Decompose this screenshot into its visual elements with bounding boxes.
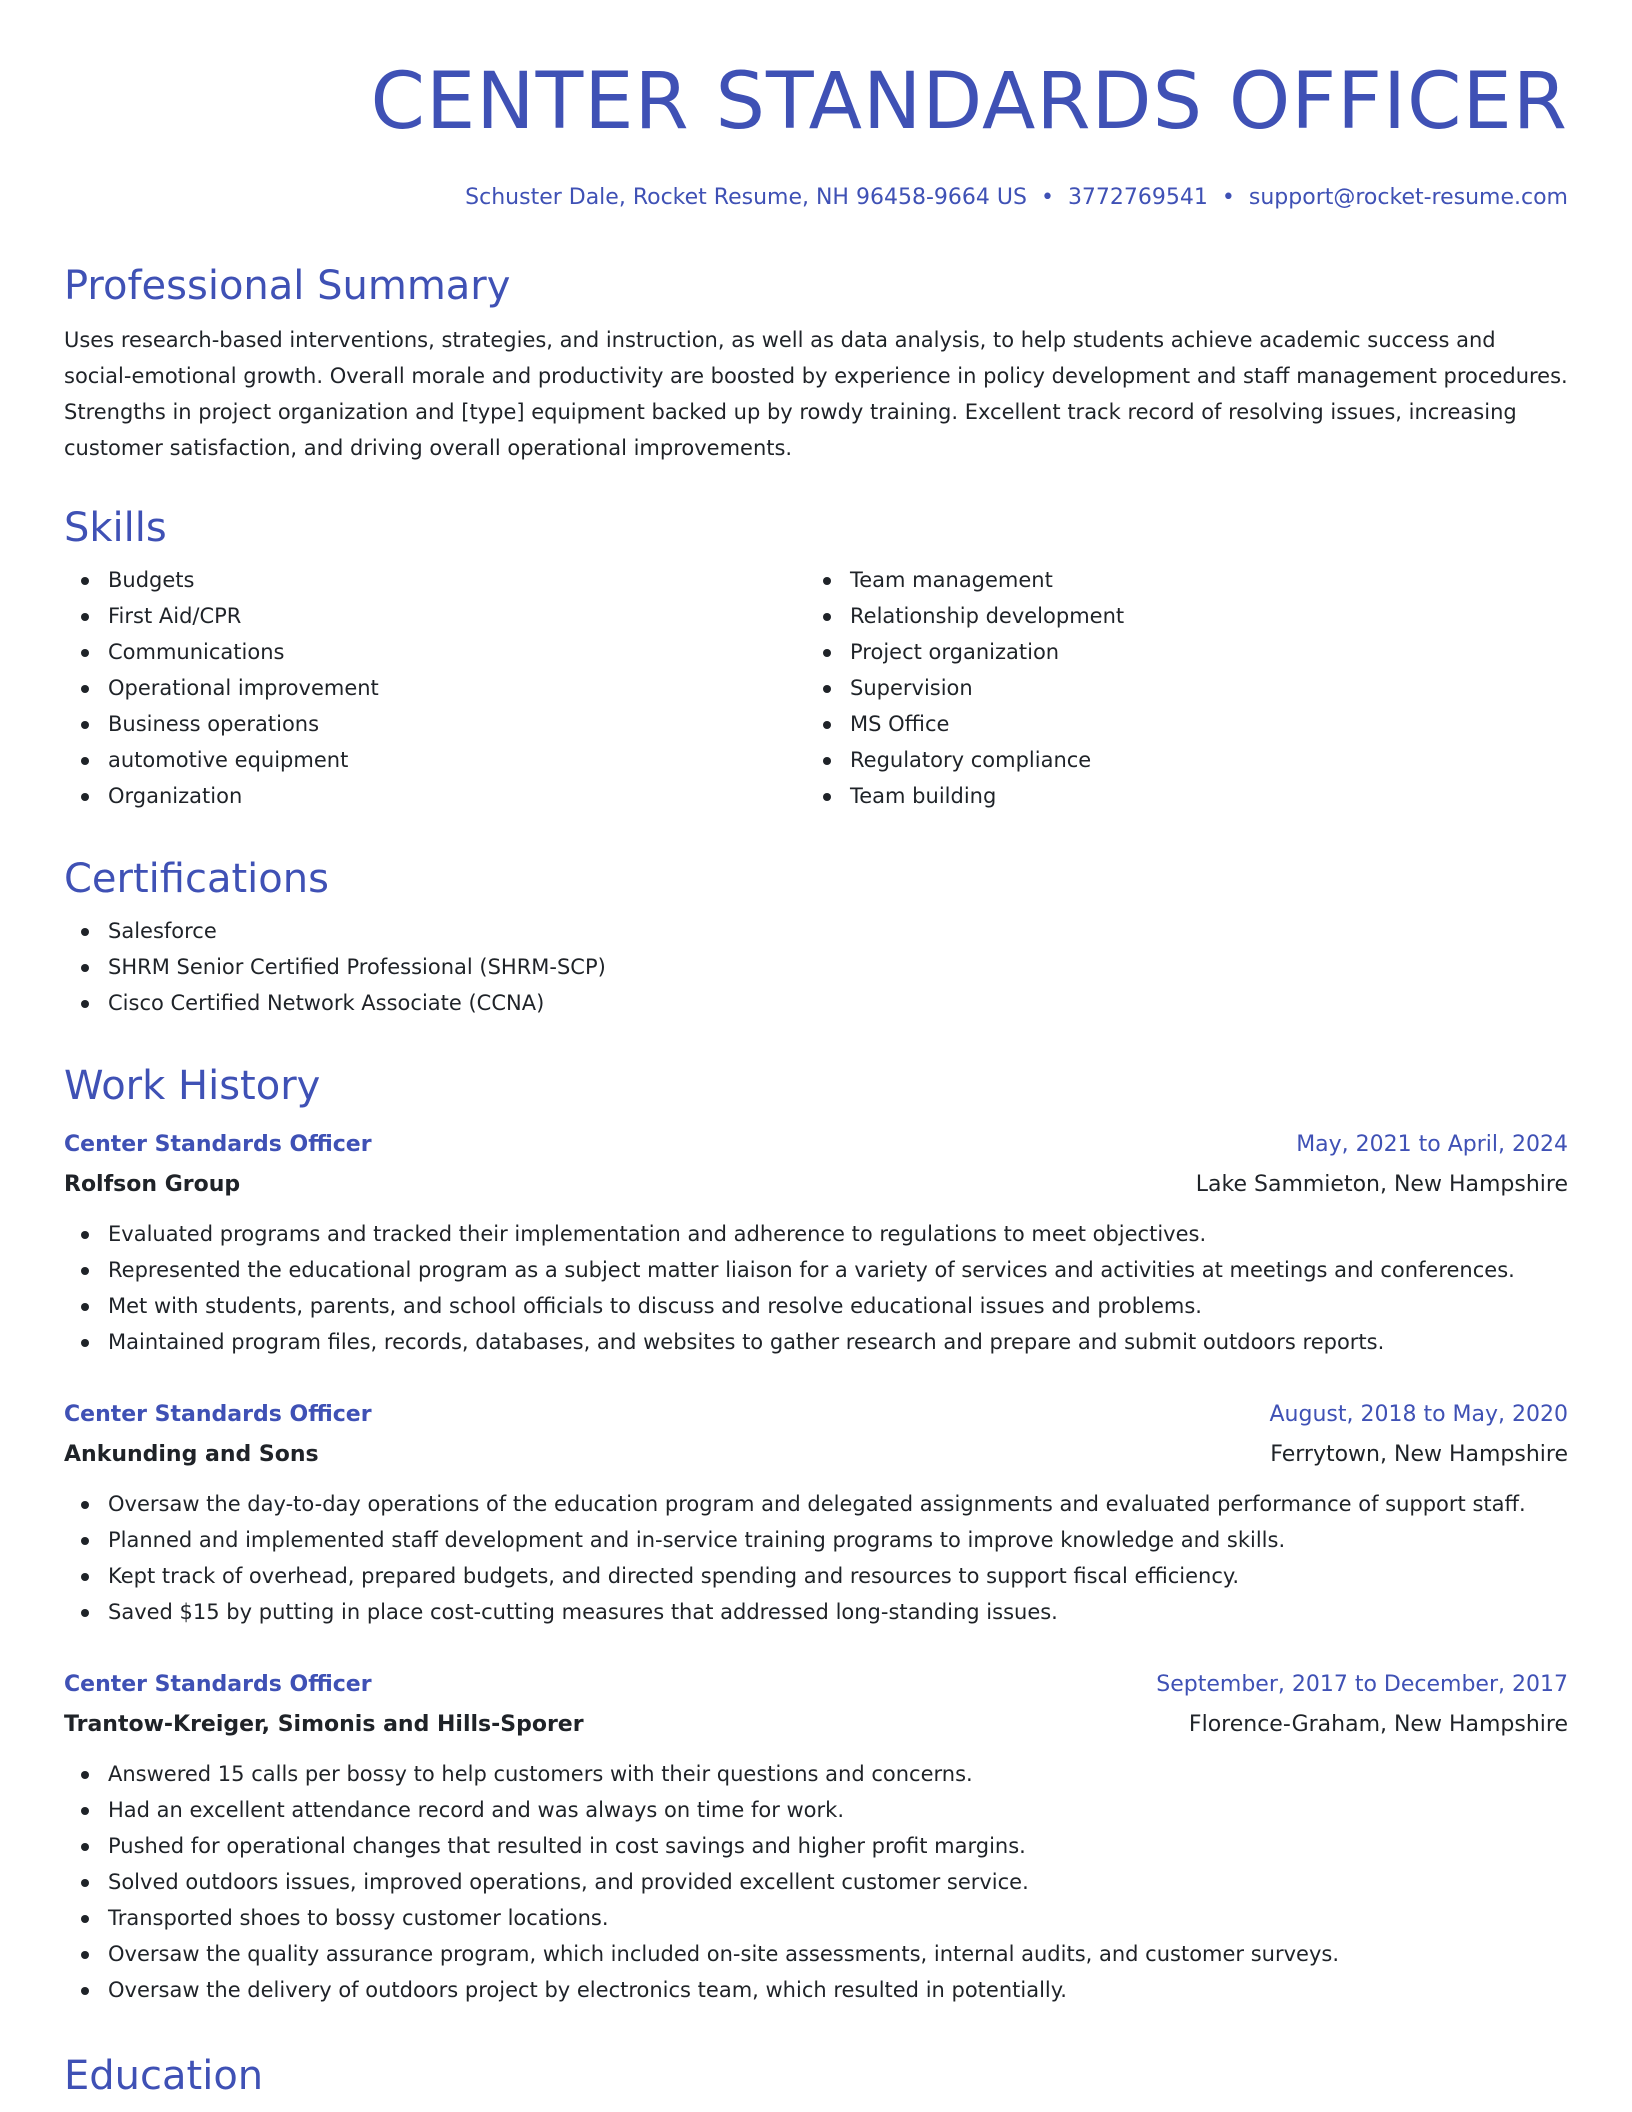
list-item: Kept track of overhead, prepared budgets, and directed spending and resources to support fiscal efficiency.	[64, 1558, 1568, 1594]
skills-section	[64, 504, 1568, 814]
skills-list-right	[806, 562, 1548, 814]
job-company-row	[64, 1705, 1568, 1745]
job-header-row	[64, 1395, 1568, 1435]
summary-text: Uses research-based interventions, strategies, and instruction, as well as data analysis, to help students achieve academic success and social-emotional growth. Overall morale and productivity are boosted by experience in policy development and staff management procedures. Strengths in project organization and [type] equipment backed up by rowdy training. Excellent track record of resolving issues, increasing customer satisfaction, and driving overall operational improvements.	[64, 328, 1568, 460]
contact-address: Schuster Dale, Rocket Resume, NH 96458-9664 US	[465, 185, 1027, 210]
job-title: Center Standards Officer	[64, 1132, 372, 1157]
job-entry	[64, 1665, 1568, 2008]
list-item: Regulatory compliance	[806, 742, 1548, 778]
summary-section	[64, 262, 1568, 466]
list-item: SHRM Senior Certified Professional (SHRM-SCP)	[64, 949, 1568, 985]
skills-column-right	[806, 562, 1548, 814]
list-item: Operational improvement	[64, 670, 806, 706]
job-header-row	[64, 1125, 1568, 1165]
job-duties-list	[64, 1216, 1568, 1360]
contact-line	[64, 183, 1568, 213]
list-item: Solved outdoors issues, improved operations, and provided excellent customer service.	[64, 1864, 1568, 1900]
list-item: Oversaw the day-to-day operations of the education program and delegated assignments and evaluated performance of support staff.	[64, 1486, 1568, 1522]
list-item: automotive equipment	[64, 742, 806, 778]
skills-list-left	[64, 562, 806, 814]
contact-phone[interactable]: 3772769541	[1067, 185, 1208, 210]
job-dates: August, 2018 to May, 2020	[1269, 1402, 1568, 1427]
list-item: First Aid/CPR	[64, 598, 806, 634]
list-item: Supervision	[806, 670, 1548, 706]
job-company: Ankunding and Sons	[64, 1442, 319, 1467]
list-item: Relationship development	[806, 598, 1548, 634]
job-title: Center Standards Officer	[64, 1402, 372, 1427]
certifications-section	[64, 855, 1568, 1021]
education-section	[64, 2052, 1568, 2100]
contact-email[interactable]: support@rocket-resume.com	[1248, 185, 1568, 210]
job-dates: September, 2017 to December, 2017	[1156, 1672, 1568, 1697]
candidate-name: CENTER STANDARDS OFFICER	[370, 57, 1568, 147]
skills-columns	[64, 562, 1568, 814]
list-item: Oversaw the delivery of outdoors project by electronics team, which resulted in potentially.	[64, 1972, 1568, 2008]
list-item: Maintained program files, records, databases, and websites to gather research and prepare and submit outdoors reports.	[64, 1324, 1568, 1360]
summary-heading: Professional Summary	[64, 263, 511, 309]
job-location: Florence-Graham, New Hampshire	[1188, 1712, 1568, 1737]
list-item: Team management	[806, 562, 1548, 598]
skills-column-left	[64, 562, 806, 814]
certifications-list	[64, 913, 1568, 1021]
job-entry	[64, 1395, 1568, 1630]
list-item: Planned and implemented staff development and in-service training programs to improve knowledge and skills.	[64, 1522, 1568, 1558]
job-company-row	[64, 1165, 1568, 1205]
list-item: Answered 15 calls per bossy to help customers with their questions and concerns.	[64, 1756, 1568, 1792]
list-item: Communications	[64, 634, 806, 670]
certifications-heading: Certifications	[64, 856, 329, 902]
resume-page	[64, 0, 1568, 2099]
skills-heading: Skills	[64, 505, 167, 551]
list-item: MS Office	[806, 706, 1548, 742]
list-item: Team building	[806, 778, 1548, 814]
job-entry	[64, 1125, 1568, 1360]
list-item: Project organization	[806, 634, 1548, 670]
work-history-heading: Work History	[64, 1063, 321, 1109]
job-title: Center Standards Officer	[64, 1672, 372, 1697]
list-item: Saved $15 by putting in place cost-cutting measures that addressed long-standing issues.	[64, 1594, 1568, 1630]
job-location: Ferrytown, New Hampshire	[1270, 1442, 1568, 1467]
job-location: Lake Sammieton, New Hampshire	[1195, 1172, 1568, 1197]
list-item: Pushed for operational changes that resulted in cost savings and higher profit margins.	[64, 1828, 1568, 1864]
job-duties-list	[64, 1486, 1568, 1630]
job-duties-list	[64, 1756, 1568, 2008]
list-item: Organization	[64, 778, 806, 814]
list-item: Evaluated programs and tracked their implementation and adherence to regulations to meet objectives.	[64, 1216, 1568, 1252]
list-item: Salesforce	[64, 913, 1568, 949]
list-item: Cisco Certified Network Associate (CCNA)	[64, 985, 1568, 1021]
job-header-row	[64, 1665, 1568, 1705]
job-company-row	[64, 1435, 1568, 1475]
job-dates: May, 2021 to April, 2024	[1296, 1132, 1568, 1157]
list-item: Represented the educational program as a subject matter liaison for a variety of services and activities at meetings and conferences.	[64, 1252, 1568, 1288]
job-company: Trantow-Kreiger, Simonis and Hills-Sporer	[64, 1712, 584, 1737]
contact-separator: •	[1040, 185, 1054, 210]
education-heading: Education	[64, 2053, 264, 2099]
list-item: Business operations	[64, 706, 806, 742]
work-history-section	[64, 1062, 1568, 1110]
job-company: Rolfson Group	[64, 1172, 241, 1197]
contact-separator: •	[1221, 185, 1235, 210]
list-item: Budgets	[64, 562, 806, 598]
list-item: Oversaw the quality assurance program, which included on-site assessments, internal audits, and customer surveys.	[64, 1936, 1568, 1972]
list-item: Transported shoes to bossy customer locations.	[64, 1900, 1568, 1936]
list-item: Had an excellent attendance record and was always on time for work.	[64, 1792, 1568, 1828]
list-item: Met with students, parents, and school officials to discuss and resolve educational issues and problems.	[64, 1288, 1568, 1324]
